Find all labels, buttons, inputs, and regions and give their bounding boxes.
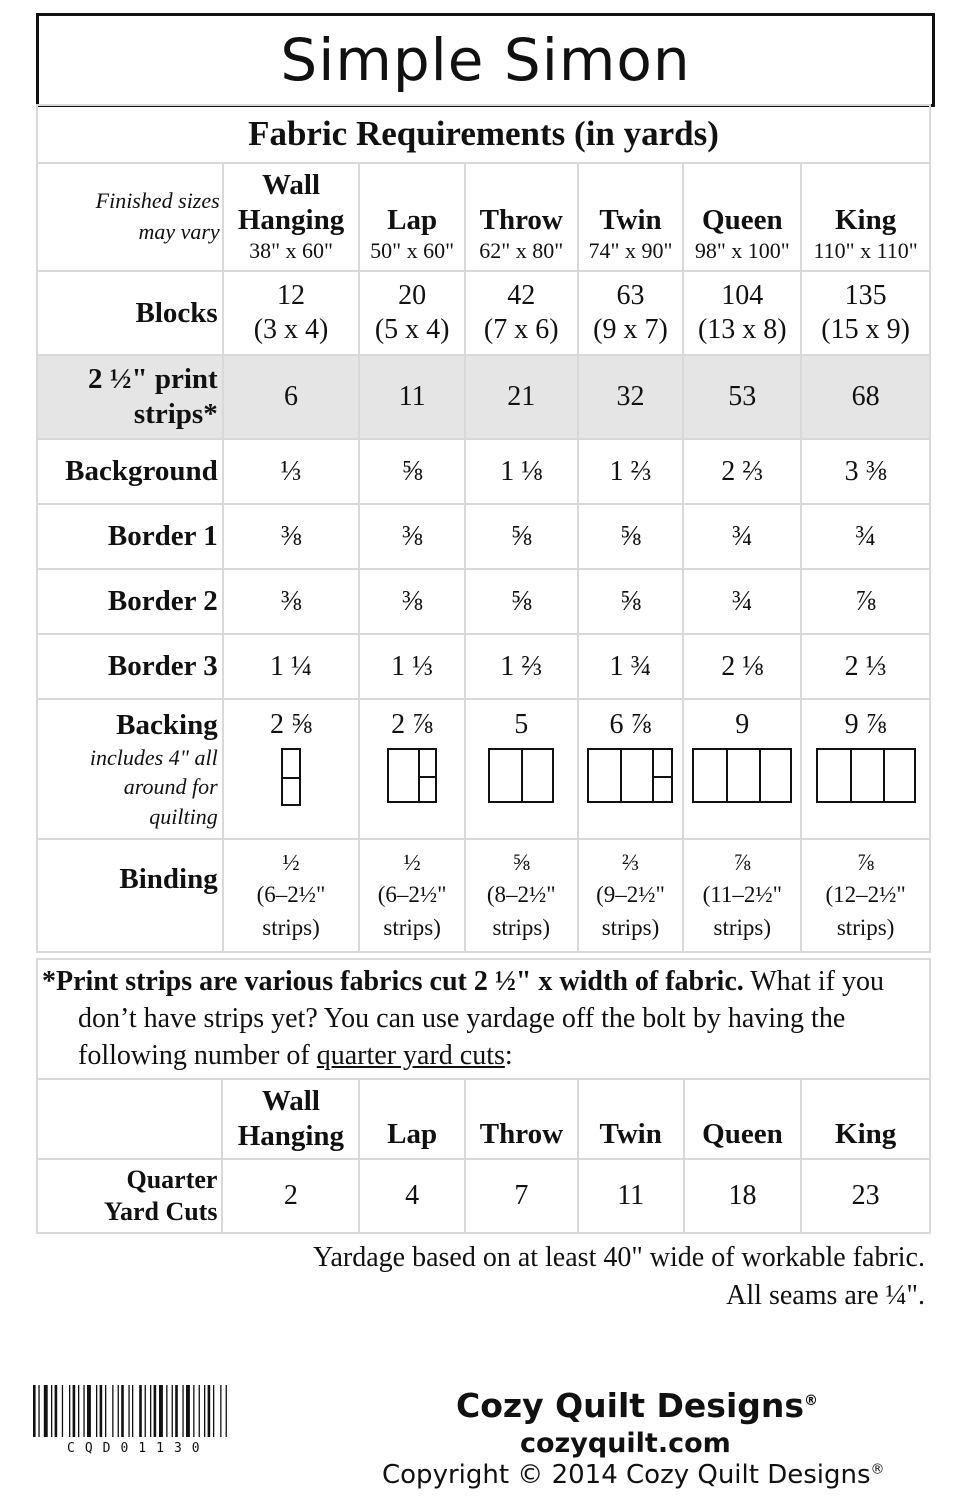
table-cell: 2 ⅞ <box>359 699 465 839</box>
table-cell: ⅜ <box>223 569 360 634</box>
col-header-king: King 110" x 110" <box>801 163 930 271</box>
sizes-note: Finished sizes may vary <box>37 163 223 271</box>
barcode-number: CQD01130 <box>67 1441 210 1456</box>
table-cell: 11 <box>359 355 465 439</box>
quarter-yard-table <box>36 1078 931 1234</box>
table-cell: 12 (3 x 4) <box>223 271 360 355</box>
table-cell: ⅜ <box>359 504 465 569</box>
table-cell: ½ (6–2½" strips) <box>223 839 360 952</box>
table-cell: 9 <box>683 699 801 839</box>
backing-diagram <box>587 748 673 803</box>
table-cell: 11 <box>578 1159 684 1233</box>
table-row-quarter <box>37 1159 930 1233</box>
table-cell: 1 ⅛ <box>465 439 578 504</box>
table-cell: 20 (5 x 4) <box>359 271 465 355</box>
table-cell: ¾ <box>683 569 801 634</box>
backing-diagram <box>816 748 916 803</box>
yardage-note: Yardage based on at least 40" wide of workable fabric. <box>313 1242 925 1273</box>
col-header-wall: Wall Hanging 38" x 60" <box>223 163 360 271</box>
row-label: Backing includes 4" all around for quilting <box>37 699 223 839</box>
table-cell: ¾ <box>801 504 930 569</box>
row-label: Border 1 <box>37 504 223 569</box>
table-cell: ⅓ <box>223 439 360 504</box>
row-label: Border 3 <box>37 634 223 699</box>
table-row-border-1 <box>37 504 930 569</box>
table-cell: 135 (15 x 9) <box>801 271 930 355</box>
table-cell: ¾ <box>683 504 801 569</box>
backing-diagram <box>281 748 301 806</box>
table-cell: 1 ⅔ <box>465 634 578 699</box>
col-header-throw: Throw 62" x 80" <box>465 163 578 271</box>
col-header-twin: Twin <box>578 1079 684 1159</box>
table-cell: ⅝ <box>578 504 684 569</box>
empty-cell <box>37 1079 222 1159</box>
table-cell: 42 (7 x 6) <box>465 271 578 355</box>
table-cell: ⅜ <box>359 569 465 634</box>
table-caption: Fabric Requirements (in yards) <box>37 105 930 163</box>
table-cell: 2 ⅔ <box>683 439 801 504</box>
table-row-binding <box>37 839 930 952</box>
table-cell: ½ (6–2½" strips) <box>359 839 465 952</box>
table-cell: ⅞ (12–2½" strips) <box>801 839 930 952</box>
table-cell: 6 <box>223 355 360 439</box>
table-cell: 9 ⅞ <box>801 699 930 839</box>
table-cell: 18 <box>684 1159 802 1233</box>
table-row-border-2 <box>37 569 930 634</box>
table-cell: ⅝ <box>578 569 684 634</box>
table-cell: ⅞ (11–2½" strips) <box>683 839 801 952</box>
col-header-throw: Throw <box>465 1079 578 1159</box>
col-header-queen: Queen 98" x 100" <box>683 163 801 271</box>
col-header-wall: Wall Hanging <box>222 1079 359 1159</box>
row-label: Binding <box>37 839 223 952</box>
row-label: Background <box>37 439 223 504</box>
table-row-backing <box>37 699 930 839</box>
table-cell: ⅝ (8–2½" strips) <box>465 839 578 952</box>
backing-diagram <box>692 748 792 803</box>
table-cell: ⅞ <box>801 569 930 634</box>
table-cell: 32 <box>578 355 684 439</box>
table-cell: 21 <box>465 355 578 439</box>
table-row-background <box>37 439 930 504</box>
table-row-border-3 <box>37 634 930 699</box>
table-cell: ⅝ <box>465 504 578 569</box>
table-cell: ⅝ <box>465 569 578 634</box>
table-row-strips <box>37 355 930 439</box>
note-underlined: quarter yard cuts <box>316 1040 505 1071</box>
copyright: Copyright © 2014 Cozy Quilt Designs® <box>382 1460 885 1490</box>
table-cell: 7 <box>465 1159 578 1233</box>
table-cell: 2 ⅝ <box>223 699 360 839</box>
table-cell: 104 (13 x 8) <box>683 271 801 355</box>
table-cell: ⅔ (9–2½" strips) <box>578 839 684 952</box>
table-cell: 6 ⅞ <box>578 699 684 839</box>
website: cozyquilt.com <box>520 1428 731 1459</box>
row-label: 2 ½" print strips* <box>37 355 223 439</box>
col-header-twin: Twin 74" x 90" <box>578 163 684 271</box>
table-cell: 4 <box>359 1159 465 1233</box>
table-cell: 2 ⅓ <box>801 634 930 699</box>
print-strips-note: *Print strips are various fabrics cut 2 ½" x width of fabric. What if you don’t have strips yet? You can use yardage off the bolt by having the following number of quarter yard cuts: <box>36 958 931 1078</box>
table-cell: 5 <box>465 699 578 839</box>
table-cell: 53 <box>683 355 801 439</box>
table-cell: ⅝ <box>359 439 465 504</box>
table-cell: 1 ¼ <box>223 634 360 699</box>
brand-name: Cozy Quilt Designs® <box>456 1386 819 1425</box>
col-header-king: King <box>801 1079 930 1159</box>
row-label: Border 2 <box>37 569 223 634</box>
row-label: Blocks <box>37 271 223 355</box>
col-header-lap: Lap 50" x 60" <box>359 163 465 271</box>
fabric-requirements-table <box>36 104 931 953</box>
table-row-blocks <box>37 271 930 355</box>
table-cell: 3 ⅜ <box>801 439 930 504</box>
table-cell: 1 ¾ <box>578 634 684 699</box>
table-cell: 23 <box>801 1159 930 1233</box>
note-bold: *Print strips are various fabrics cut 2 ½" x width of fabric. <box>42 966 744 997</box>
title-box <box>36 13 935 107</box>
col-header-queen: Queen <box>684 1079 802 1159</box>
table-cell: 63 (9 x 7) <box>578 271 684 355</box>
table-cell: 2 <box>222 1159 359 1233</box>
note-text: What if you don’t have strips yet? You can use yardage off the bolt by having the following number of <box>78 966 884 1071</box>
row-label: Quarter Yard Cuts <box>37 1159 222 1233</box>
table-cell: 1 ⅔ <box>578 439 684 504</box>
backing-diagram <box>488 748 554 803</box>
table-cell: 1 ⅓ <box>359 634 465 699</box>
table-cell: ⅜ <box>223 504 360 569</box>
seams-note: All seams are ¼". <box>726 1280 925 1311</box>
barcode <box>33 1385 295 1437</box>
backing-diagram <box>387 748 437 803</box>
col-header-lap: Lap <box>359 1079 465 1159</box>
pattern-title: Simple Simon <box>280 26 691 94</box>
table-cell: 68 <box>801 355 930 439</box>
table-cell: 2 ⅛ <box>683 634 801 699</box>
